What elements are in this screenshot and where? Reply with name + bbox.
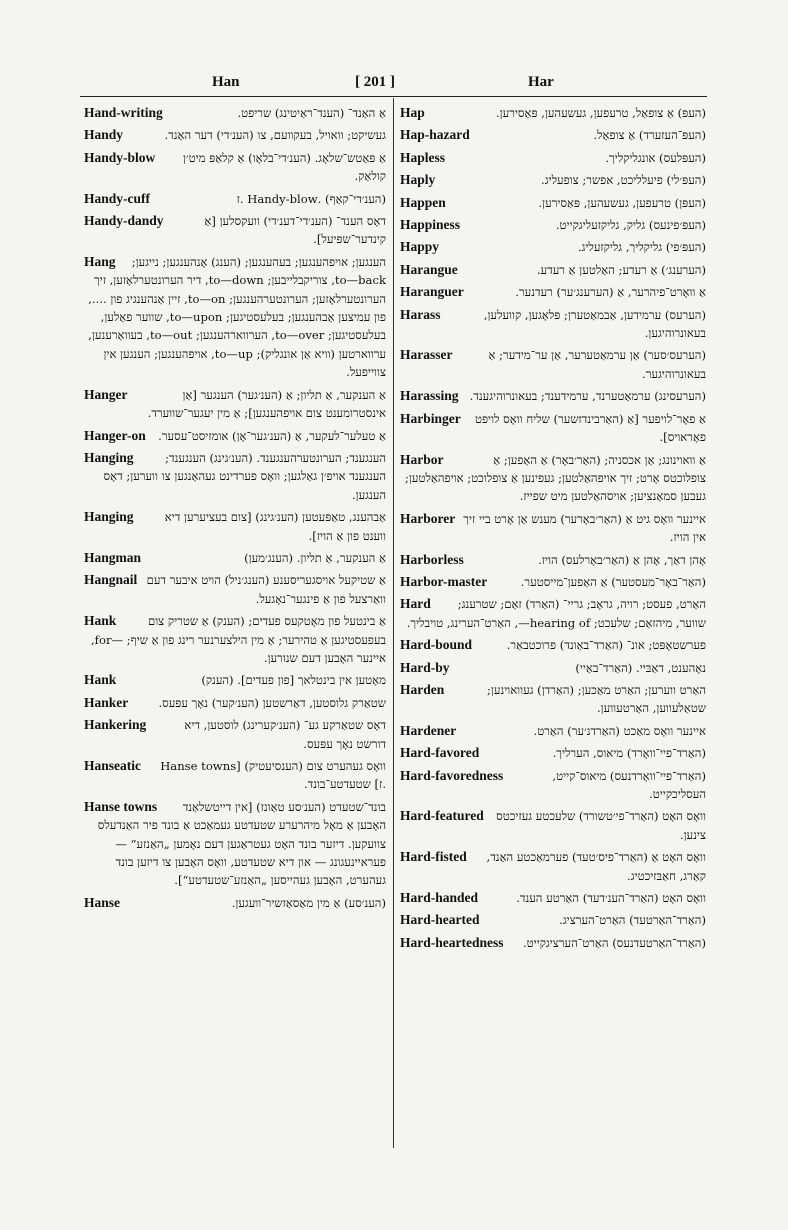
entry-headword: Harbor-master [400, 573, 488, 589]
entry-headword: Harangue [400, 261, 458, 277]
entry-definition: אַ וואָרט־פיהרער, אַ (הערענג׳ער) רעדנער. [515, 285, 706, 300]
entry-headword: Harbor [400, 451, 444, 467]
dictionary-entry [84, 694, 386, 712]
page-number: [ 201 ] [355, 74, 395, 90]
dictionary-entry [84, 427, 386, 445]
entry-definition: אַ וואוינונג; אַן אכסניה; (האַר׳באָר) אַ האַפען; אַ צופלוכטס אָרט; זיך אויפהאַלטען; געפינען אַ צופלוכט; אויפהאַלטען; געבען סמאַנציען; אויסהאַלטען מיט שפייז. [405, 452, 706, 504]
entry-headword: Hand-writing [84, 105, 163, 120]
header-rule [80, 96, 707, 97]
dictionary-entry [400, 681, 706, 718]
dictionary-entry [84, 549, 386, 567]
dictionary-entry [400, 346, 706, 383]
dictionary-entry [400, 216, 706, 234]
entry-definition: (הערעס׳סער) אַן ערמאַטערער, אַן ער־מידער; אַ בעאונרוהיגער. [488, 348, 706, 381]
entry-definition: פערשטאָפּט; אונ־ (האַרד־באַונד) פרוכטבאַר. [506, 638, 706, 653]
dictionary-entry [400, 848, 706, 885]
entry-headword: Hapless [400, 149, 446, 165]
entry-headword: Happy [400, 239, 440, 255]
entry-headword: Happen [400, 194, 446, 210]
entry-headword: Hanse towns [84, 798, 158, 814]
dictionary-entry [400, 722, 706, 740]
entry-headword: Hard-bound [400, 637, 473, 653]
dictionary-entry [84, 212, 386, 249]
dictionary-entry [400, 451, 706, 506]
entry-headword: Handy-blow [84, 149, 156, 165]
entry-definition: (העפּ׳פי) גליקליך, גליקזעליג. [577, 240, 706, 255]
dictionary-entry [400, 573, 706, 591]
entry-definition: האַרט ווערען; האַרט מאַכען; (האַרדן) געוואוינען; שטאַלעווען, האַרטעווען. [487, 682, 706, 716]
dictionary-entry [400, 238, 706, 256]
entry-definition: אַ פּאַטש־שלאָג. (הענ׳די־בלאָו) אַ קלאַפּ מיט׳ן קולאַק. [182, 150, 386, 184]
entry-definition: (הערעסינג) ערמאַטערנד, ערמידענד; בעאונרוהיגענד. [469, 389, 706, 404]
dictionary-entry [400, 636, 706, 654]
entry-headword: Hanseatic [84, 758, 141, 773]
entry-definition: (האַרד־פיי־וואָרדנעס) מיאוס־קייט, העסליכקייט. [552, 768, 706, 801]
entry-definition: וואָס האָט אַ (האַרד־פיס׳טעד) פערמאַכטע האַנד, קאַרג, חאַבּזיכטיג. [486, 850, 706, 883]
dictionary-entry [400, 126, 706, 144]
entry-headword: Happiness [400, 217, 461, 233]
entry-headword: Harassing [400, 388, 459, 404]
entry-headword: Harden [400, 681, 445, 697]
dictionary-entry [84, 612, 386, 667]
entry-headword: Hanger [84, 386, 128, 402]
dictionary-entry [400, 551, 706, 569]
entry-headword: Handy [84, 127, 124, 143]
entry-definition: איינער וואָס מאַכט (האַרדנ׳ער) האַרט. [533, 723, 706, 738]
entry-headword: Hang [84, 253, 116, 269]
dictionary-entry [400, 744, 706, 762]
dictionary-entry [84, 571, 386, 608]
entry-headword: Hankering [84, 717, 147, 733]
dictionary-entry [84, 508, 386, 545]
dictionary-entry [84, 253, 386, 382]
entry-definition: אַ פאָר־לויפער [אַ (האַרבינדזשער) שליח וואָס לויפט פאָראויס]. [474, 411, 706, 445]
entry-definition: אַ בינטעל פון מאָטקעס פעדים; (הענק) אַ שטריק צום בעפעסטיגען אַ טהירער; אַ מין הילצערנער רינג פון אַ שיף; —for, איינער האָבען דעם שנורען. [90, 614, 386, 665]
dictionary-entry [84, 190, 386, 208]
entry-headword: Hangman [84, 549, 142, 565]
entry-headword: Harborer [400, 510, 456, 526]
entry-headword: Hanging [84, 449, 134, 465]
entry-definition: אַ הענקער, אַ תליון. (הענג׳מען) [244, 550, 386, 565]
dictionary-entry [400, 410, 706, 447]
entry-headword: Haply [400, 172, 436, 188]
entry-definition: נאָהענט, דאַבּיי. (האַרד־באַיי) [575, 660, 706, 675]
dictionary-entry [84, 149, 386, 186]
dictionary-entry [84, 716, 386, 753]
entry-definition: (הערעס) ערמידען, אַבמאַטערן; פּלאָגען, קוועלען, בעאונרוהיגען. [483, 307, 706, 341]
entry-definition: אַ שטיקעל אויסגעריסענע (הענג׳ניל) הויט איבער דעם וואַרצעל פון אַ פינגער־נאָגעל. [146, 573, 386, 606]
entry-definition: (העפּ׳לי) פיעלליכט, אפשר; צופעליג. [541, 173, 706, 188]
entry-definition: געשיקט; וואויל, בעקוועם, צו (הענ׳די) דער האַנד. [164, 128, 386, 143]
entry-headword: Hard-featured [400, 808, 484, 824]
dictionary-entry [84, 104, 386, 122]
entry-definition: וואָס געהערט צום (הענסיעטיק) [Hanse towns .ז] שטעדטע־בונד. [160, 759, 386, 792]
entry-headword: Harass [400, 306, 441, 322]
entry-headword: Hap [400, 105, 425, 120]
dictionary-entry [400, 595, 706, 632]
entry-definition: מאָטען אין בינטלאך [פון פעדים]. (הענק) [201, 673, 386, 688]
entry-definition: בונד־שטעדט (הענ׳סע טאַונז) [אין דייטשלאַנד האָבען אַ מאָל מיהרערע שטעדטע געמאַכט אַ בונד פיר האַנדעלס צוועקען. דיזער בונד האָט געטראַגען דעם נאָמען „האַנזע“ — פעראיינעגונג — און דיא שטעדטע, וואָס האָבען צו דיזען בונד געהערט, האָבען געהייסען „האַנזע־שטעדטע“]. [97, 799, 386, 888]
entry-headword: Harbinger [400, 410, 461, 426]
header-right-guide-word: Har [528, 74, 554, 90]
dictionary-entry [400, 194, 706, 212]
dictionary-entry [400, 510, 706, 547]
entry-headword: Harasser [400, 347, 453, 363]
entry-definition: (האַרד־האַרטעדנעס) האַרט־הערציגקייט. [522, 935, 706, 950]
entry-definition: (האַר־באָר־מעסטער) אַ האַפען־מייסטער. [520, 574, 706, 589]
page-header [0, 72, 788, 96]
entry-definition: אַ טעלער־לעקער, אַ (הענ׳גער־אָן) אומזיסט־עסער. [158, 428, 386, 443]
dictionary-entry [400, 934, 706, 952]
entry-headword: Hard-heartedness [400, 934, 504, 950]
entry-definition: (העפּלעס) אונגליקליך. [605, 150, 706, 165]
entry-headword: Hard-favored [400, 745, 480, 761]
entry-definition: (העפּ) אַ צופאַל, טרעפען, געשעהען, פּאַסירען. [495, 106, 706, 120]
dictionary-entry [84, 126, 386, 144]
header-left-guide-word: Han [212, 74, 240, 90]
dictionary-entry [84, 798, 386, 890]
entry-definition: וואָס האָט (האַרד־הענ׳דעד) האַרטע הענד. [516, 891, 706, 906]
entry-headword: Hap-hazard [400, 127, 470, 143]
entry-definition: (האַרד־פיי־וואָרד) מיאוס, הערליך. [552, 746, 706, 761]
entry-headword: Handy-cuff [84, 190, 151, 206]
entry-definition: איינער וואָס גיט אַ (האַר׳באָרער) מענש אַן אָרט ביי זיך אין הויז. [463, 511, 706, 545]
entry-headword: Hanker [84, 694, 129, 710]
dictionary-entry [84, 894, 386, 912]
entry-definition: (העפּן) טרעפען, געשעהען, פּאַסירען. [538, 195, 706, 210]
dictionary-entry [400, 767, 706, 804]
entry-definition: (הערענג׳) אַ רעדע; האַלטען אַ רעדע. [536, 262, 706, 277]
entry-headword: Hank [84, 672, 117, 688]
dictionary-entry [84, 671, 386, 689]
dictionary-entry [84, 386, 386, 423]
dictionary-entry [400, 659, 706, 677]
entry-headword: Hard-fisted [400, 849, 467, 865]
entry-definition: (האַרד־האַרטעד) האַרט־הערציג. [559, 913, 706, 928]
dictionary-entry [400, 807, 706, 844]
entry-headword: Hardener [400, 722, 457, 738]
left-column [84, 104, 386, 1154]
entry-definition: וואָס האָט (האַרד־פי׳טשורד) שלעכטע געזיכטס צינען. [496, 809, 706, 842]
entry-definition: אַבהענג, טאַפּעטען (הענ׳גינג) [צום בעציערען דיא ווענט פון אַ הויז]. [164, 510, 386, 543]
dictionary-entry [84, 449, 386, 504]
entry-definition: דאָס שטאַרקע גע־ (הענ׳קערינג) לוסטען, דיא דורשט נאָך עפּעס. [184, 718, 386, 751]
entry-headword: Hangnail [84, 572, 138, 588]
dictionary-entry [400, 911, 706, 929]
entry-headword: Hard-favoredness [400, 767, 504, 783]
entry-headword: Hanging [84, 509, 134, 525]
dictionary-entry [400, 889, 706, 907]
entry-definition: דאָס הענד־ (הענ׳די־דענ׳די) וועקסלען [אַ קינדער־שפּיעל]. [204, 214, 386, 247]
dictionary-entry [400, 283, 706, 301]
entry-headword: Hank [84, 613, 117, 629]
column-divider [393, 98, 394, 1148]
entry-headword: Handy-dandy [84, 213, 164, 229]
entry-headword: Hanger-on [84, 427, 146, 443]
entry-headword: Hard-handed [400, 890, 479, 906]
entry-definition: (הענ׳די־קאַף) .Handy-blow .ז [236, 191, 386, 206]
dictionary-entry [400, 104, 706, 122]
dictionary-entry [400, 387, 706, 405]
entry-headword: Hanse [84, 894, 121, 910]
entry-definition: אַ הענקער, אַ תליון; אַ (הענ׳גער) הענגער [אַן אינסטרומענט צום אויפהענגען]; אַ מין יעגער־שווערד. [147, 387, 386, 421]
dictionary-entry [400, 306, 706, 343]
right-column [400, 104, 706, 1154]
entry-headword: Haranguer [400, 284, 464, 300]
entry-definition: (העפּ־העזערד) אַ צופאַל. [593, 128, 706, 143]
entry-definition: אָהן דאַך, אָהן אַ (האַר׳באָרלעס) הויז. [538, 552, 706, 567]
entry-headword: Harborless [400, 551, 464, 567]
dictionary-entry [84, 757, 386, 794]
entry-definition: הענגענד; הערונטערהענגענד. (הענ׳גינג) הענגענד; הענגענד אויפ׳ן גאַלגען; וואָס פערדינט געהאַנגען צו ווערען; דאָס הענגען. [103, 450, 386, 502]
entry-definition: (העפּ׳פינעס) גליק, גליקזעליגקייט. [555, 218, 706, 233]
dictionary-entry [400, 171, 706, 189]
entry-definition: שטאַרק גלוסטען, דאַרשטען (הענ׳קער) נאָך עפּעס. [158, 695, 386, 710]
dictionary-entry [400, 149, 706, 167]
entry-headword: Hard [400, 596, 431, 612]
entry-definition: (הענ׳סע) אַ מין מאַסאַזשיר־וועגען. [231, 895, 386, 910]
entry-definition: אַ האַנד־ (הענד־ראַיטינג) שריפט. [237, 106, 386, 120]
entry-definition: הענגען; אויפהענגען; בעהענגען; (הענג) אָנהענגען; נייגען; to—back, צוריקבלייבען; to—down, דיר הערונטערלאָזען, זיך הערונטערלאָזען; הערונטערהענגען; to—on, זיין אַנהענגיג פון ...., פון עמיצען אַבהענגען; בעלעסטיגען; to—upon, שווער פאַלען, בעלעסטיגען; to—over, הערווארהענגען; to—out, בעוואַרענען, ערווארטען (וויא אַן אונגליק); to—up, אויפהענגען; הענגען אין צווייפעל. [88, 254, 386, 380]
entry-headword: Hard-hearted [400, 912, 480, 928]
dictionary-entry [400, 261, 706, 279]
entry-definition: האַרט, פעסט; רויה, גראָב; גריי־ (האַרד) זאַם; שטרענג; שווער, מיהזאַם; שלעכט; hearing of—, האַרט־הערינג, טויבליך. [406, 597, 706, 630]
entry-headword: Hard-by [400, 659, 450, 675]
